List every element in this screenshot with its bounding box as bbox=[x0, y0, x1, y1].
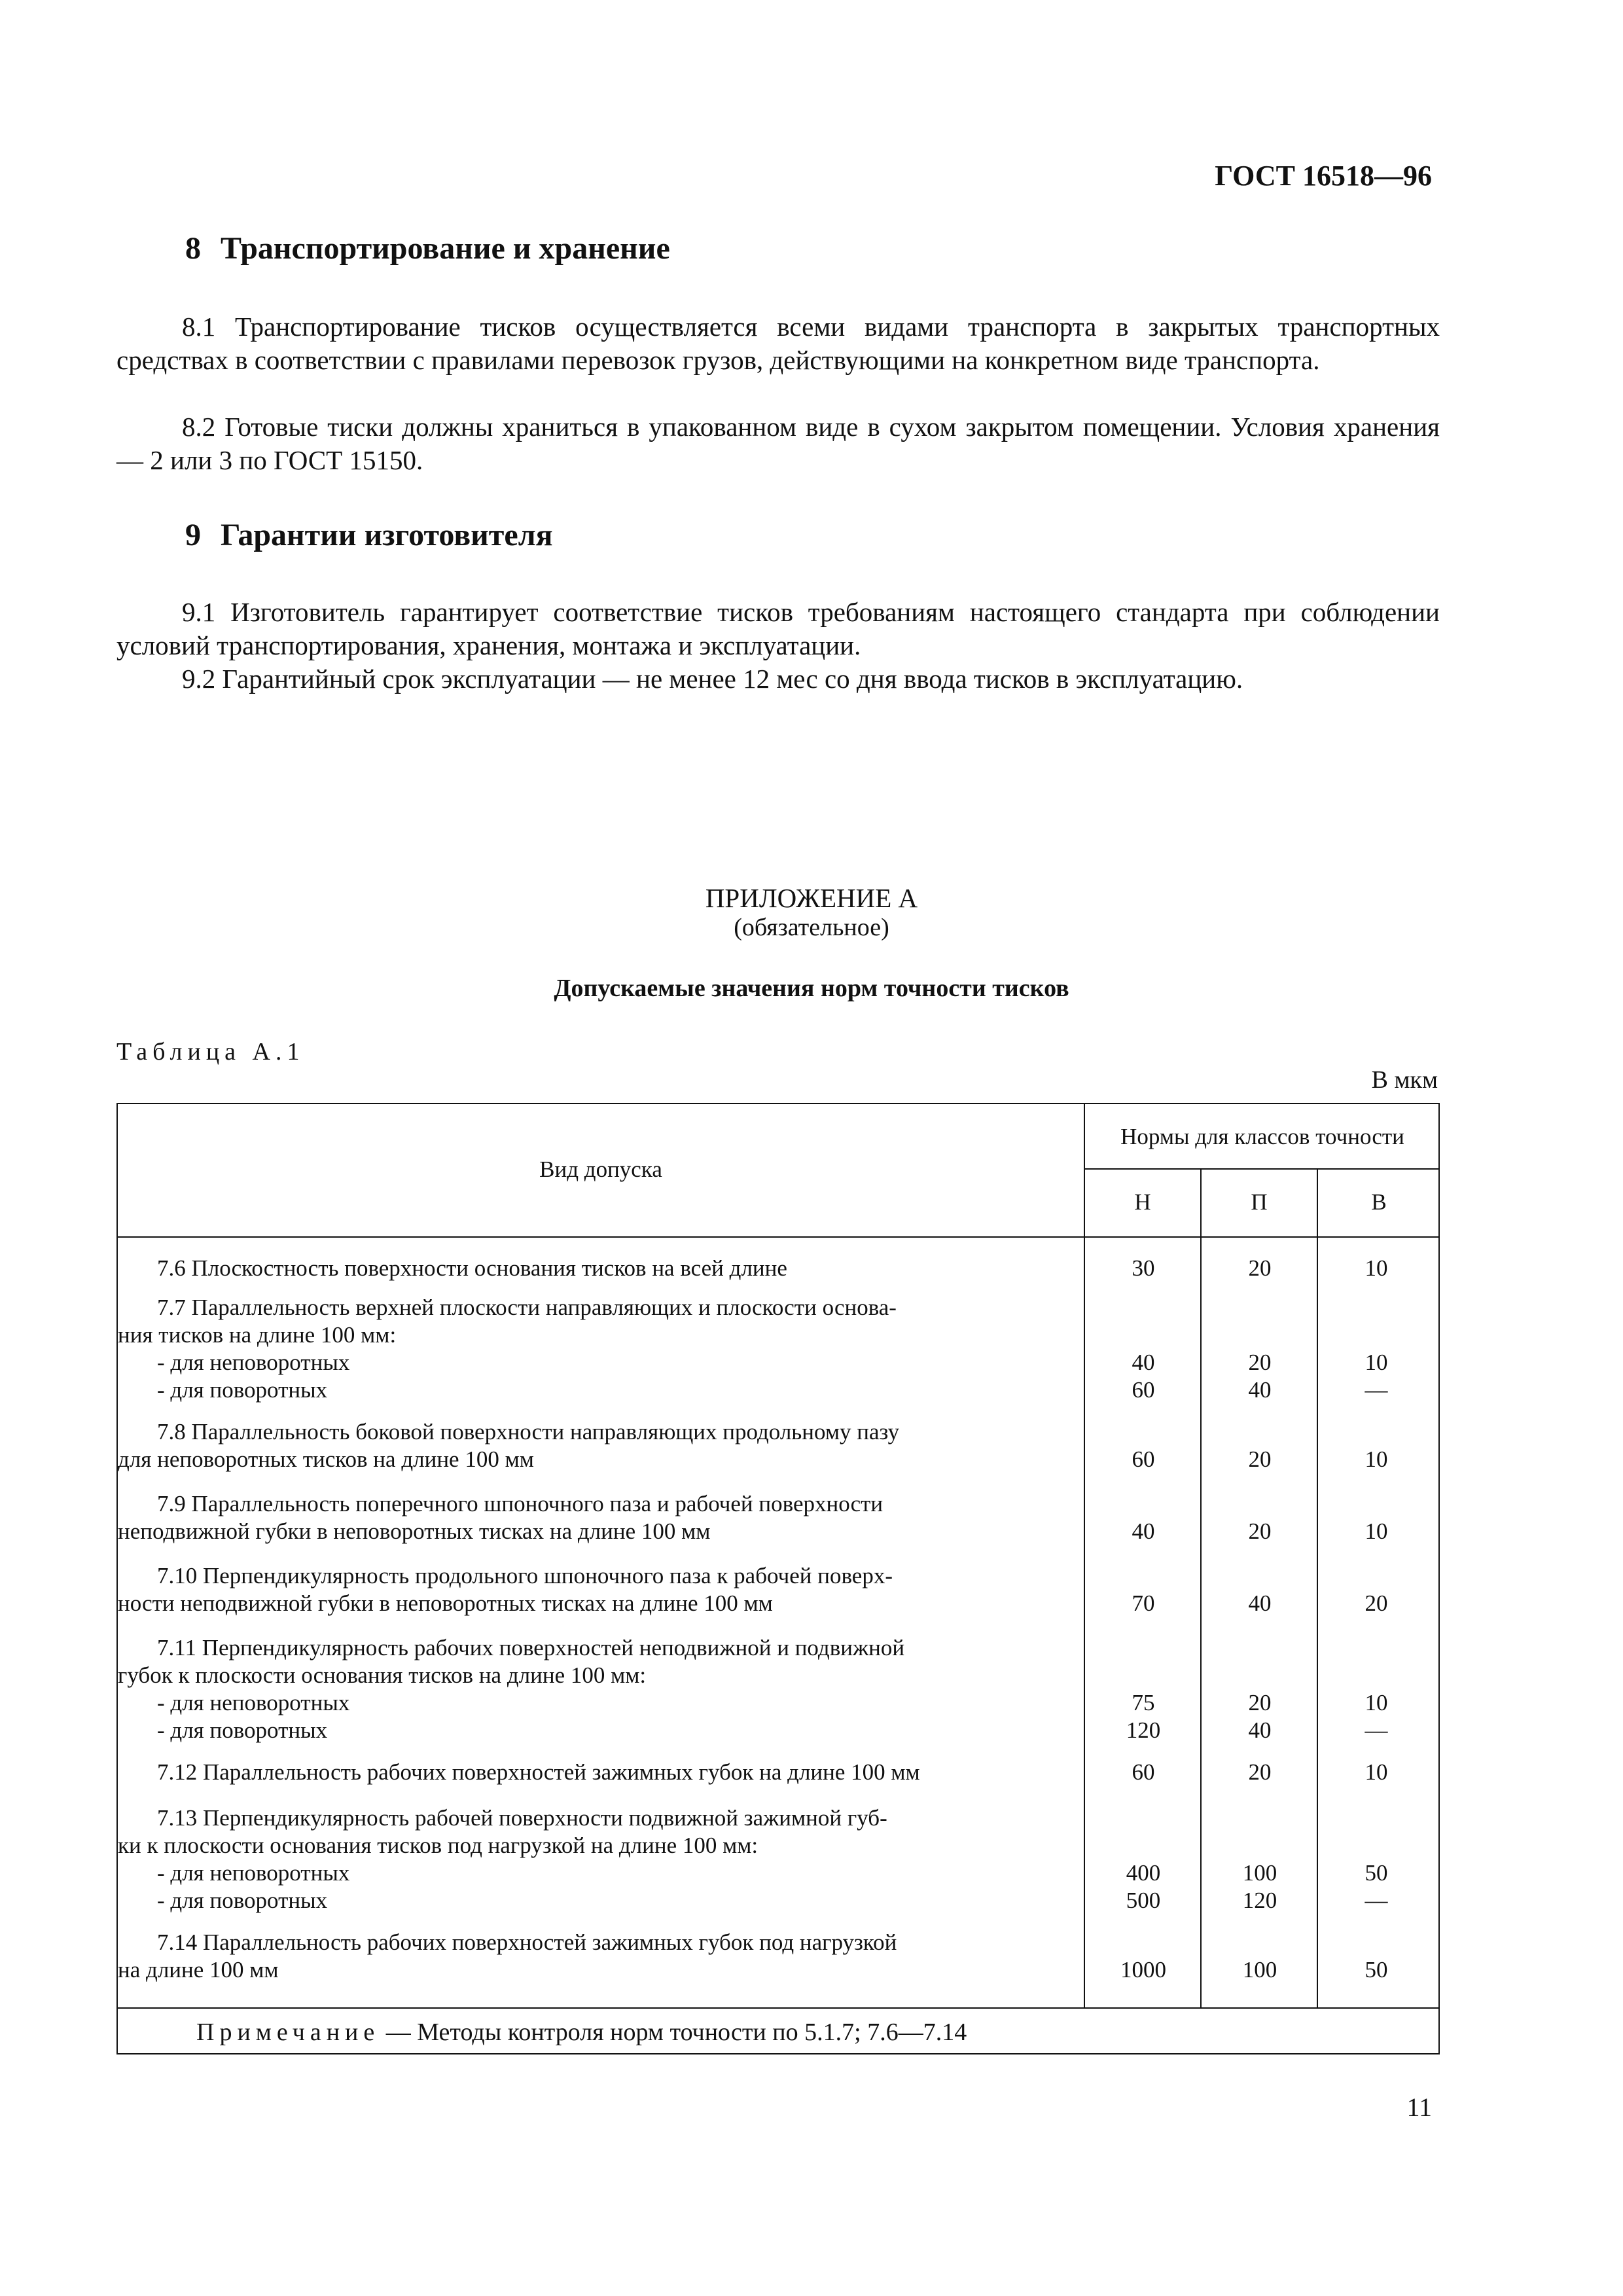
table-divider bbox=[118, 2007, 1440, 2009]
value-n: 400 500 bbox=[1126, 1860, 1161, 1913]
paragraph-8-2: 8.2 Готовые тиски должны храниться в упакованном виде в сухом закрытом помещении. Условия хранения — 2 или 3 по ГОСТ 15150. bbox=[116, 412, 1440, 475]
section-9-heading bbox=[185, 517, 553, 553]
value-p: 100 120 bbox=[1242, 1860, 1277, 1913]
table-note bbox=[196, 2018, 967, 2047]
value-v: 10 bbox=[1364, 1759, 1388, 1785]
header-class-n: Н bbox=[1134, 1189, 1151, 1215]
paragraph-8-1: 8.1 Транспортирование тисков осуществляется всеми видами транспорта в закрытых транспортных средствах в соответствии с правилами перевозок грузов, действующими на конкретном виде транспорта. bbox=[116, 312, 1440, 375]
header-type: Вид допуска bbox=[539, 1157, 662, 1182]
table-divider bbox=[1084, 1168, 1440, 1170]
value-v: 10 bbox=[1364, 1446, 1388, 1472]
note-label: Примечание bbox=[196, 2018, 380, 2046]
section-number: 9 bbox=[185, 518, 201, 552]
header-class-group: Нормы для классов точности bbox=[1120, 1124, 1404, 1149]
section-title: Гарантии изготовителя bbox=[221, 518, 553, 552]
accuracy-table bbox=[116, 1103, 1440, 2054]
section-number: 8 bbox=[185, 231, 201, 266]
value-n: 60 bbox=[1132, 1759, 1155, 1785]
value-p: 20 bbox=[1248, 1518, 1272, 1544]
value-v: 10 bbox=[1364, 1255, 1388, 1281]
header-class-v: В bbox=[1371, 1189, 1387, 1215]
value-n: 70 bbox=[1132, 1590, 1155, 1616]
value-n: 60 bbox=[1132, 1446, 1155, 1472]
table-row: 7.14 Параллельность рабочих поверхностей зажимных губок под нагрузкой на длине 100 мм bbox=[118, 1929, 897, 1982]
table-row: 7.12 Параллельность рабочих поверхностей зажимных губок на длине 100 мм bbox=[157, 1759, 920, 1785]
value-n: 75 120 bbox=[1126, 1690, 1161, 1743]
header-class-p: П bbox=[1251, 1189, 1268, 1215]
paragraph-9-1: 9.1 Изготовитель гарантирует соответствие тисков требованиям настоящего стандарта при соблюдении условий транспортирования, хранения, монтажа и эксплуатации. bbox=[116, 597, 1440, 660]
value-v: 50 bbox=[1364, 1957, 1388, 1982]
value-p: 20 bbox=[1248, 1255, 1272, 1281]
value-v: 10 — bbox=[1364, 1350, 1388, 1403]
table-row: 7.7 Параллельность верхней плоскости направляющих и плоскости основа- ния тисков на длине 100 мм: - для неповоротных - для поворотных bbox=[118, 1295, 897, 1403]
value-n: 30 bbox=[1132, 1255, 1155, 1281]
value-v: 10 bbox=[1364, 1518, 1388, 1544]
table-row: 7.6 Плоскостность поверхности основания тисков на всей длине bbox=[157, 1255, 787, 1281]
value-v: 20 bbox=[1364, 1590, 1388, 1616]
table-caption: Таблица А.1 bbox=[116, 1038, 305, 1066]
appendix-status: (обязательное) bbox=[734, 914, 889, 941]
value-p: 100 bbox=[1242, 1957, 1277, 1982]
table-units: В мкм bbox=[1371, 1066, 1438, 1094]
table-row: 7.13 Перпендикулярность рабочей поверхности подвижной зажимной губ- ки к плоскости основания тисков под нагрузкой на длине 100 мм: - для неповоротных - для поворотных bbox=[118, 1805, 887, 1913]
value-p: 20 bbox=[1248, 1759, 1272, 1785]
note-text: — Методы контроля норм точности по 5.1.7; 7.6—7.14 bbox=[380, 2018, 967, 2046]
table-row: 7.9 Параллельность поперечного шпоночного паза и рабочей поверхности неподвижной губки в неповоротных тисках на длине 100 мм bbox=[118, 1491, 883, 1544]
value-p: 20 bbox=[1248, 1446, 1272, 1472]
value-p: 20 40 bbox=[1248, 1690, 1272, 1743]
value-v: 10 — bbox=[1364, 1690, 1388, 1743]
value-n: 1000 bbox=[1120, 1957, 1166, 1982]
table-row: 7.10 Перпендикулярность продольного шпоночного паза к рабочей поверх- ности неподвижной губки в неповоротных тисках на длине 100 мм bbox=[118, 1563, 893, 1616]
value-n: 40 60 bbox=[1132, 1350, 1155, 1403]
value-p: 40 bbox=[1248, 1590, 1272, 1616]
page-number: 11 bbox=[1406, 2092, 1432, 2122]
paragraph-9-2: 9.2 Гарантийный срок эксплуатации — не менее 12 мес со дня ввода тисков в эксплуатацию. bbox=[182, 664, 1243, 694]
value-n: 40 bbox=[1132, 1518, 1155, 1544]
section-8-heading bbox=[185, 230, 670, 266]
appendix-heading: Допускаемые значения норм точности тисков bbox=[554, 975, 1069, 1002]
section-title: Транспортирование и хранение bbox=[221, 231, 670, 266]
appendix-title: ПРИЛОЖЕНИЕ А bbox=[705, 883, 918, 913]
table-divider bbox=[118, 1236, 1440, 1238]
table-row: 7.8 Параллельность боковой поверхности направляющих продольному пазу для неповоротных тисков на длине 100 мм bbox=[118, 1419, 900, 1472]
value-p: 20 40 bbox=[1248, 1350, 1272, 1403]
document-code: ГОСТ 16518—96 bbox=[1215, 160, 1432, 192]
table-row: 7.11 Перпендикулярность рабочих поверхностей неподвижной и подвижной губок к плоскости основания тисков на длине 100 мм: - для неповоротных - для поворотных bbox=[118, 1635, 905, 1743]
value-v: 50 — bbox=[1364, 1860, 1388, 1913]
